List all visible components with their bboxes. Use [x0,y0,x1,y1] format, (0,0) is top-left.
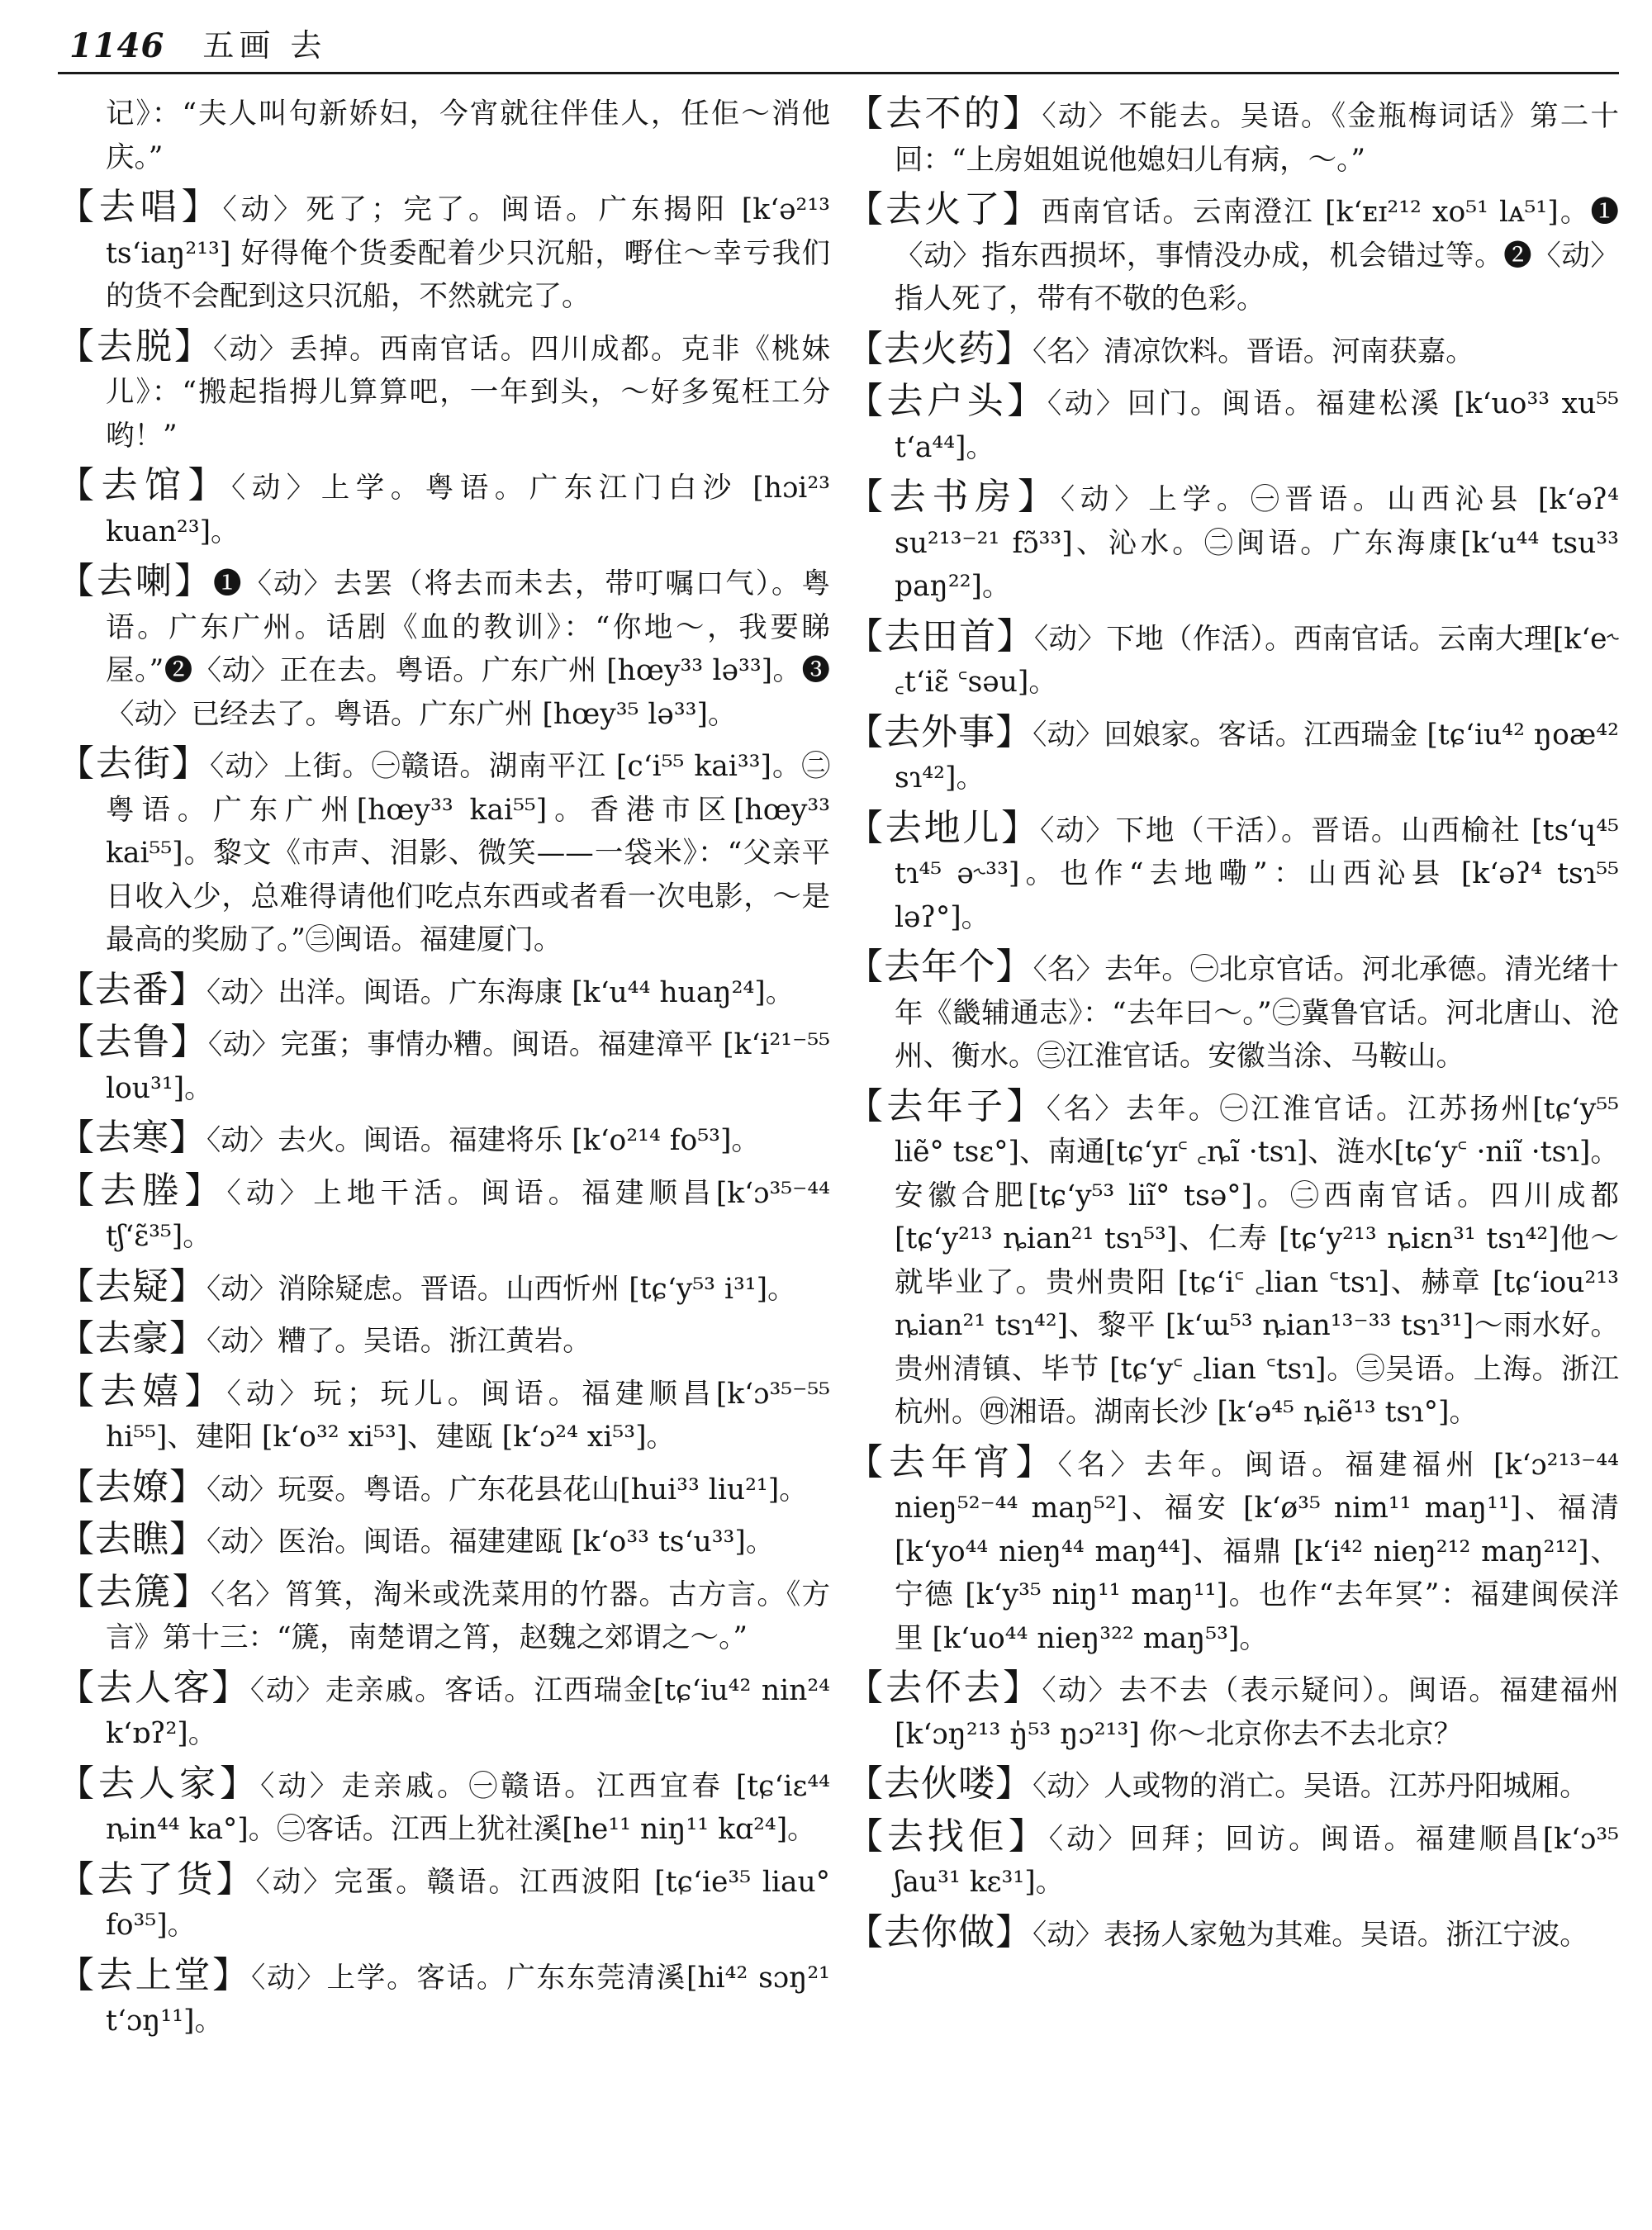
entry-headword: 【去疑】 [58,1264,206,1307]
entry-text: 〈动〉上地干活。闽语。福建顺昌[kʻɔ³⁵⁻⁴⁴ tʃʻɛ̃³⁵]。 [106,1176,831,1253]
entry-headword: 【去脱】 [58,325,213,368]
entry [58,1317,830,1364]
entry-text: 〈动〉表扬人家勉为其难。吴语。浙江宁波。 [1032,1918,1588,1952]
entry-headword: 【去塍】 [58,1169,227,1212]
entry-headword: 【去番】 [58,968,206,1011]
entry-text: 〈动〉去不去（表示疑问）。闽语。福建福州 [kʻɔŋ²¹³ ŋ̍⁵³ ŋɔ²¹³] 你～北京你去不去北京？ [895,1674,1620,1751]
entry-text: 〈动〉回拜；回访。闽语。福建顺昌[kʻɔ³⁵ ʃau³¹ kɛ³¹]。 [895,1822,1620,1899]
entry [58,743,830,962]
entry [847,711,1619,800]
left-column [58,93,830,2050]
page-header [58,23,1619,74]
entry-text: 〈动〉人或物的消亡。吴语。江苏丹阳城厢。 [1032,1770,1588,1803]
entry-text: 〈动〉死了；完了。闽语。广东揭阳 [kʻə²¹³ tsʻiaŋ²¹³] 好得俺个货委配着少只沉船，嘢住～幸亏我们的货不会配到这只沉船，不然就完了。 [106,193,830,313]
entry-headword: 【去人家】 [58,1762,261,1805]
entry [58,1858,830,1948]
entry [58,560,830,736]
entry-headword: 【去豪】 [58,1317,206,1359]
entry-text: 〈动〉完蛋；事情办糟。闽语。福建漳平 [kʻi²¹⁻⁵⁵ lou³¹]。 [106,1028,830,1105]
entry-text: 〈动〉医治。闽语。福建建瓯 [kʻo³³ tsʻu³³]。 [206,1525,775,1559]
entry [847,328,1619,374]
entry-text: 〈动〉玩；玩儿。闽语。福建顺昌[kʻɔ³⁵⁻⁵⁵ hi⁵⁵]、建阳 [kʻo³² xi⁵³]、建瓯 [kʻɔ²⁴ xi⁵³]。 [106,1377,831,1454]
columns [58,93,1619,2050]
entry-text: 〈动〉上学。㊀晋语。山西沁县 [kʻəʔ⁴ su²¹³⁻²¹ fɔ̃³³]、沁水。㊁闽语。广东海康[kʻu⁴⁴ tsu³³ paŋ²²]。 [895,483,1620,603]
entry-text: 〈动〉去火。闽语。福建将乐 [kʻo²¹⁴ fo⁵³]。 [206,1124,760,1157]
entry-headword: 【去寒】 [58,1117,206,1159]
entry-text: 记》：“夫人叫句新娇妇，今宵就往伴佳人，任佢～消他庆。” [106,97,830,174]
entry-headword: 【去不的】 [847,93,1042,135]
entry [58,1370,830,1459]
entry-headword: 【去火了】 [847,188,1042,230]
page-number: 1146 [69,26,165,65]
entry [58,1763,830,1852]
entry [58,1265,830,1312]
entry-text: 〈动〉出洋。闽语。广东海康 [kʻu⁴⁴ huaŋ²⁴]。 [206,975,795,1009]
entry [58,1571,830,1660]
entry-headword: 【去了货】 [58,1858,256,1900]
entry-text: 〈动〉上学。客话。广东东莞清溪[hi⁴² sɔŋ²¹ tʻɔŋ¹¹]。 [106,1961,831,2038]
entry [847,615,1619,705]
entry [847,946,1619,1079]
entry-headword: 【去瞧】 [58,1518,206,1560]
entry-text: 〈动〉完蛋。赣语。江西波阳 [tɕʻie³⁵ liau° fo³⁵]。 [106,1865,830,1942]
entry-text: 〈名〉去年。㊀北京官话。河北承德。清光绪十年《畿辅通志》：“去年曰～。”㊁冀鲁官话。河北唐山、沧州、衡水。㊂江淮官话。安徽当涂、马鞍山。 [895,953,1620,1073]
entry-headword: 【去唱】 [58,186,223,228]
entry [58,1954,830,2043]
section-label: 五画 去 [202,27,327,64]
entry [58,969,830,1015]
entry [847,1441,1619,1661]
entry [58,1170,830,1259]
entry [847,1763,1619,1809]
entry-text: 〈动〉上街。㊀赣语。湖南平江 [cʻi⁵⁵ kai³³]。㊁粤语。广东广州[hœy³³ kai⁵⁵]。香港市区[hœy³³ kai⁵⁵]。黎文《市声、泪影、微笑——一袋米》：“父亲平日收入少，总难得请他们吃点东西或者看一次电影，～是最高的奖励了。”㊂闽语。福建厦门。 [106,750,830,956]
entry-headword: 【去找佢】 [847,1815,1049,1858]
entry [847,93,1619,182]
entry-headword: 【去书房】 [847,476,1061,518]
entry-headword: 【去上堂】 [58,1953,251,1996]
entry [847,188,1619,321]
entry-text: 〈动〉玩耍。粤语。广东花县花山[hui³³ liu²¹]。 [206,1473,808,1506]
entry-text: 西南官话。云南澄江 [kʻᴇɪ²¹² xo⁵¹ lᴀ⁵¹]。❶〈动〉指东西损坏，事情没办成，机会错过等。❷〈动〉指人死了，带有不敬的色彩。 [895,196,1620,316]
entry-headword: 【去喇】 [58,560,213,602]
entry [847,1911,1619,1957]
entry-headword: 【去人客】 [58,1666,250,1709]
entry-text: 〈动〉走亲戚。㊀赣语。江西宜春 [tɕʻiɛ⁴⁴ ȵin⁴⁴ ka°]。㊁客话。江西上犹社溪[he¹¹ niŋ¹¹ kɑ²⁴]。 [106,1769,831,1846]
entry-text: 〈动〉消除疑虑。晋语。山西忻州 [tɕʻy⁵³ i³¹]。 [206,1272,796,1306]
entry-text: 〈名〉筲箕，淘米或洗菜用的竹器。古方言。《方言》第十三：“篪，南楚谓之筲，赵魏之郊谓之～。” [106,1578,831,1654]
entry-headword: 【去年宵】 [847,1440,1058,1483]
entry [58,464,830,553]
entry-continuation [58,93,830,179]
entry [847,1815,1619,1905]
entry-headword: 【去外事】 [847,710,1033,753]
entry-text: 〈名〉去年。闽语。福建福州 [kʻɔ²¹³⁻⁴⁴ nieŋ⁵²⁻⁴⁴ maŋ⁵²]、福安 [kʻø³⁵ nim¹¹ maŋ¹¹]、福清 [kʻyo⁴⁴ nieŋ⁴⁴ maŋ⁴⁴]、福鼎 [kʻi⁴² nieŋ²¹² maŋ²¹²]、宁德 [kʻy³⁵ niŋ¹¹ maŋ¹¹]。也作“去年冥”：福建闽侯洋里 [kʻuo⁴⁴ nieŋ³²² maŋ⁵³]。 [895,1448,1620,1655]
entry-headword: 【去街】 [58,743,211,785]
entry-text: 〈动〉糟了。吴语。浙江黄岩。 [206,1325,591,1358]
entry [847,476,1619,609]
entry [58,1117,830,1163]
entry [847,807,1619,940]
entry [58,1667,830,1756]
entry-text: 〈名〉清凉饮料。晋语。河南获嘉。 [1032,334,1474,368]
entry [58,325,830,458]
entry-headword: 【去伙喽】 [847,1763,1032,1805]
entry-headword: 【去伓去】 [847,1667,1042,1709]
entry-headword: 【去馆】 [58,464,232,506]
entry-headword: 【去嫽】 [58,1465,206,1508]
entry-headword: 【去火药】 [847,327,1032,370]
entry [58,186,830,319]
entry-text: ❶〈动〉去罢（将去而未去，带叮嘱口气）。粤语。广东广州。话剧《血的教训》：“你地～，我要睇屋。”❷〈动〉正在去。粤语。广东广州 [hœy³³ lə³³]。❸〈动〉已经去了。粤语。广东广州 [hœy³⁵ lə³³]。 [106,567,831,731]
entry-text: 〈名〉去年。㊀江淮官话。江苏扬州[tɕʻy⁵⁵ liẽ° tsɛ°]、南通[tɕʻyɪ꜂ ꜀ȵĩ ·tsɿ]、涟水[tɕʻy꜂ ·niĩ ·tsɿ]。安徽合肥[tɕʻy⁵³ liĩ° tsə°]。㊁西南官话。四川成都 [tɕʻy²¹³ ȵian²¹ tsɿ⁵³]、仁寿 [tɕʻy²¹³ ȵiɛn³¹ tsɿ⁴²]他～就毕业了。贵州贵阳 [tɕʻi꜂ ꜀lian ꜂tsɿ]、赫章 [tɕʻiou²¹³ ȵian²¹ tsɿ⁴²]、黎平 [kʻɯ⁵³ ȵian¹³⁻³³ tsɿ³¹]～雨水好。贵州清镇、毕节 [tɕʻy꜂ ꜀lian ꜂tsɿ]。㊂吴语。上海。浙江杭州。㊃湘语。湖南长沙 [kʻə⁴⁵ ȵiẽ¹³ tsɿ°]。 [895,1092,1620,1429]
entry-text: 〈动〉丢掉。西南官话。四川成都。克非《桃妹儿》：“搬起指拇儿算算吧，一年到头，～好多冤枉工分哟！” [106,332,831,453]
entry-headword: 【去年个】 [847,946,1033,988]
entry-headword: 【去田首】 [847,614,1034,657]
entry [58,1021,830,1110]
entry-headword: 【去户头】 [847,380,1047,422]
entry-text: 〈动〉回娘家。客话。江西瑞金 [tɕʻiu⁴² ŋoæ⁴² sɿ⁴²]。 [895,718,1619,795]
entry [58,1466,830,1512]
entry-text: 〈动〉下地（作活）。西南官话。云南大理[kʻe˞ ꜀tʻiɛ̃ ꜂səu]。 [895,622,1619,699]
entry-text: 〈动〉走亲戚。客话。江西瑞金[tɕʻiu⁴² nin²⁴ kʻɒʔ²]。 [106,1673,830,1750]
right-column [838,93,1619,2050]
entry-headword: 【去地儿】 [847,806,1040,849]
entry [847,1667,1619,1756]
entry [847,380,1619,469]
entry-text: 〈动〉下地（干活）。晋语。山西榆社 [tsʻɥ⁴⁵ tɿ⁴⁵ ə˞³³]。也作“去地嘞”：山西沁县 [kʻəʔ⁴ tsɿ⁵⁵ ləʔ°]。 [895,814,1620,934]
entry-headword: 【去你做】 [847,1910,1032,1953]
entry [847,1085,1619,1435]
entry [58,1518,830,1564]
entry-headword: 【去年子】 [847,1084,1047,1127]
entry-headword: 【去篪】 [58,1570,211,1613]
entry-text: 〈动〉不能去。吴语。《金瓶梅词话》第二十回：“上房姐姐说他媳妇儿有病，～。” [895,100,1620,177]
entry-headword: 【去鲁】 [58,1021,208,1063]
entry-text: 〈动〉上学。粤语。广东江门白沙 [hɔi²³ kuan²³]。 [106,472,830,548]
entry-headword: 【去嬉】 [58,1369,227,1412]
entry-text: 〈动〉回门。闽语。福建松溪 [kʻuo³³ xu⁵⁵ tʻa⁴⁴]。 [895,387,1619,464]
